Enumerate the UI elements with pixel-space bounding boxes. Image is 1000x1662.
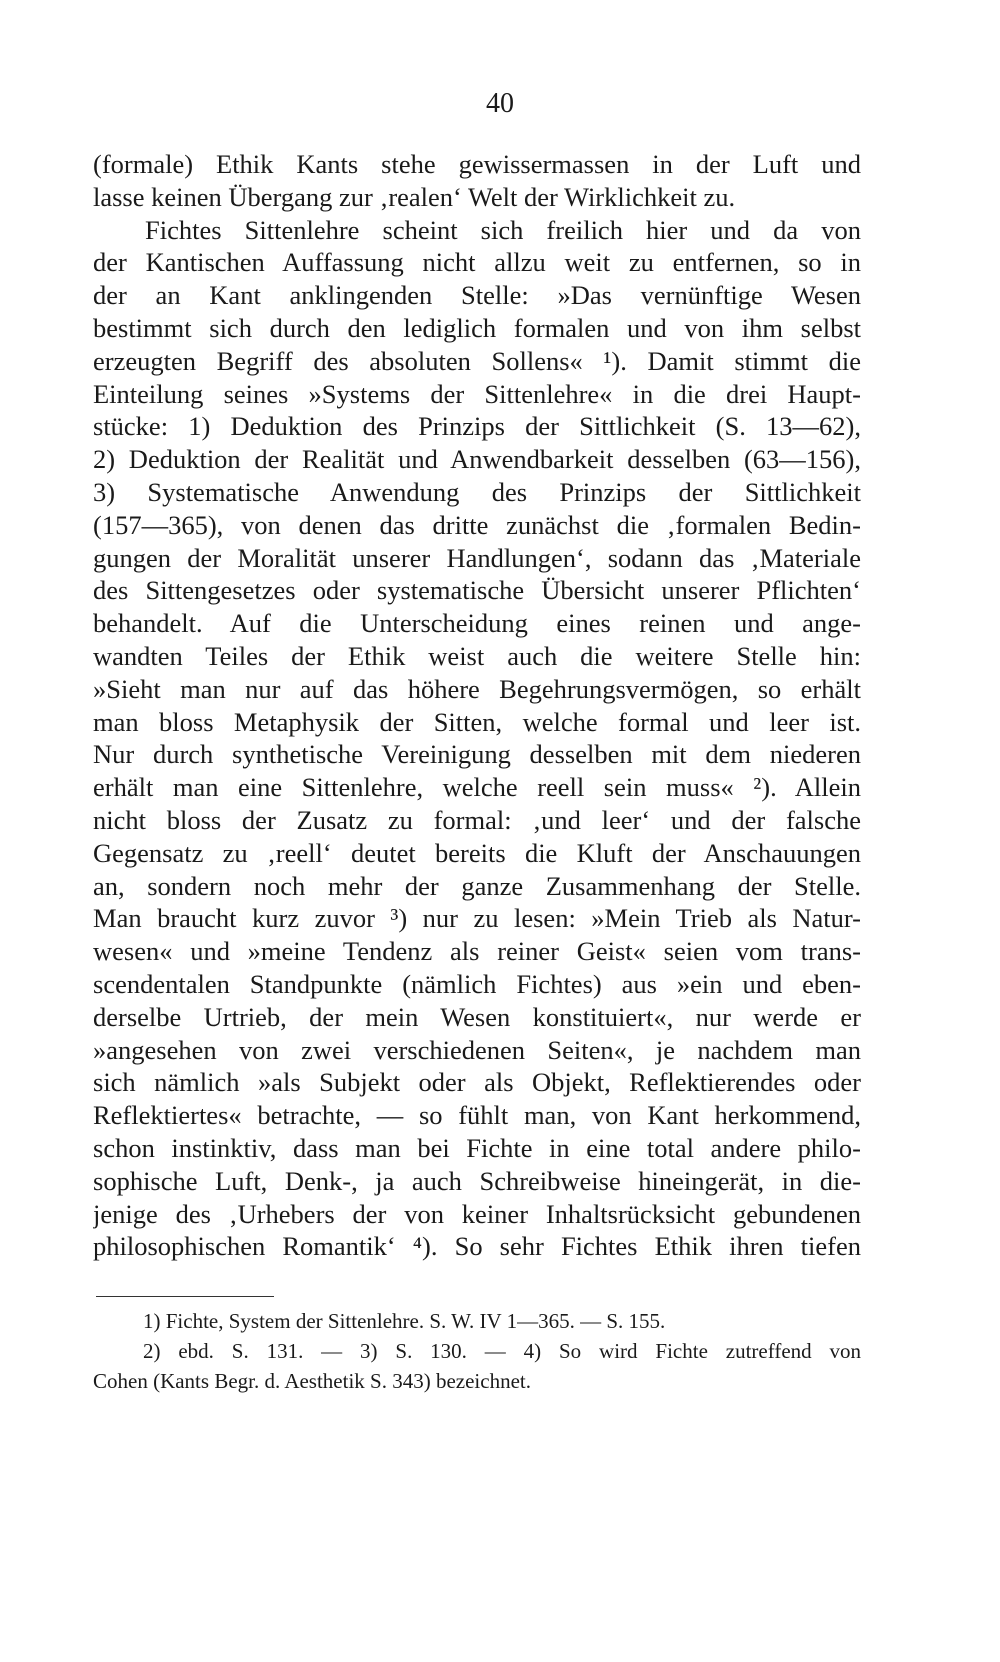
text-line: der an Kant anklingenden Stelle: »Das vernünftige Wesen	[93, 280, 861, 311]
text-line: des Sittengesetzes oder systematische Übersicht unserer Pflichten‘	[93, 575, 861, 606]
text-line: nicht bloss der Zusatz zu formal: ‚und leer‘ und der falsche	[93, 804, 861, 835]
text-line: an, sondern noch mehr der ganze Zusammenhang der Stelle.	[93, 870, 861, 901]
text-line: wandten Teiles der Ethik weist auch die weitere Stelle hin:	[93, 640, 861, 671]
page-number: 40	[486, 88, 514, 119]
text-line: Nur durch synthetische Vereinigung desselben mit dem niederen	[93, 739, 861, 770]
text-line: erzeugten Begriff des absoluten Sollens« ¹). Damit stimmt die	[93, 345, 861, 376]
text-line: stücke: 1) Deduktion des Prinzips der Sittlichkeit (S. 13—62),	[93, 411, 861, 442]
text-line: Reflektiertes« betrachte, — so fühlt man, von Kant herkommend,	[93, 1100, 861, 1131]
text-line: behandelt. Auf die Unterscheidung eines reinen und ange-	[93, 608, 861, 639]
text-line: »Sieht man nur auf das höhere Begehrungsvermögen, so erhält	[93, 673, 861, 704]
text-line: wesen« und »meine Tendenz als reiner Geist« seien vom trans-	[93, 936, 861, 967]
text-line: schon instinktiv, dass man bei Fichte in eine total andere philo-	[93, 1132, 861, 1163]
text-line: sich nämlich »als Subjekt oder als Objekt, Reflektierendes oder	[93, 1067, 861, 1098]
text-line: jenige des ‚Urhebers der von keiner Inhaltsrücksicht gebundenen	[93, 1198, 861, 1229]
text-line: Einteilung seines »Systems der Sittenlehre« in die drei Haupt-	[93, 378, 861, 409]
footnote-2-continuation: Cohen (Kants Begr. d. Aesthetik S. 343) bezeichnet.	[93, 1369, 531, 1393]
text-line: gungen der Moralität unserer Handlungen‘, sodann das ‚Materiale	[93, 542, 861, 573]
footnote-divider	[96, 1296, 274, 1297]
text-line: 3) Systematische Anwendung des Prinzips der Sittlichkeit	[93, 476, 861, 507]
text-line: 2) Deduktion der Realität und Anwendbarkeit desselben (63—156),	[93, 444, 861, 475]
footnotes	[93, 1306, 861, 1396]
footnote-1: 1) Fichte, System der Sittenlehre. S. W. IV 1—365. — S. 155.	[143, 1309, 666, 1333]
text-line: philosophischen Romantik‘ ⁴). So sehr Fichtes Ethik ihren tiefen	[93, 1231, 861, 1262]
text-line: Gegensatz zu ‚reell‘ deutet bereits die Kluft der Anschauungen	[93, 837, 861, 868]
footnote-2: 2) ebd. S. 131. — 3) S. 130. — 4) So wird Fichte zutreffend von	[143, 1339, 861, 1363]
text-line: (formale) Ethik Kants stehe gewissermassen in der Luft und	[93, 149, 861, 179]
text-line: man bloss Metaphysik der Sitten, welche formal und leer ist.	[93, 706, 861, 737]
text-line: Man braucht kurz zuvor ³) nur zu lesen: »Mein Trieb als Natur-	[93, 903, 861, 934]
body-text	[93, 148, 861, 1263]
text-line: (157—365), von denen das dritte zunächst die ‚formalen Bedin-	[93, 509, 861, 540]
text-line: derselbe Urtrieb, der mein Wesen konstituiert«, nur werde er	[93, 1001, 861, 1032]
text-line: sophische Luft, Denk-, ja auch Schreibweise hineingerät, in die-	[93, 1165, 861, 1196]
text-line: bestimmt sich durch den lediglich formalen und von ihm selbst	[93, 312, 861, 343]
text-line: Fichtes Sittenlehre scheint sich freilich hier und da von	[145, 214, 861, 245]
text-line: lasse keinen Übergang zur ‚realen‘ Welt der Wirklichkeit zu.	[93, 181, 736, 212]
text-line: der Kantischen Auffassung nicht allzu weit zu entfernen, so in	[93, 247, 861, 278]
text-line: erhält man eine Sittenlehre, welche reell sein muss« ²). Allein	[93, 772, 861, 803]
text-line: »angesehen von zwei verschiedenen Seiten«, je nachdem man	[93, 1034, 861, 1065]
text-line: scendentalen Standpunkte (nämlich Fichtes) aus »ein und eben-	[93, 968, 861, 999]
